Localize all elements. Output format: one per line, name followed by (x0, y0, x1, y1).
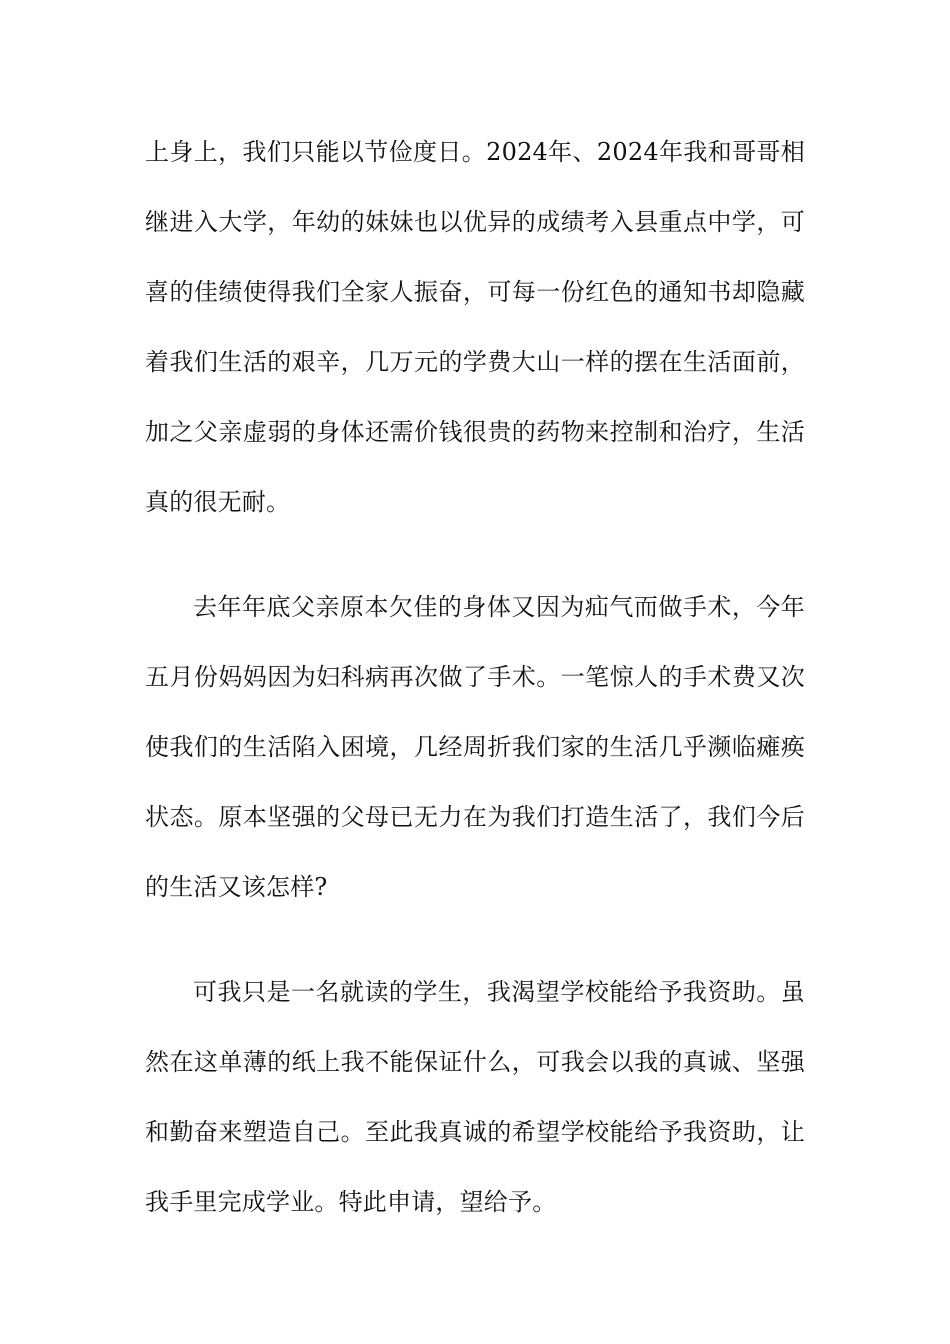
paragraph-surgery: 去年年底父亲原本欠佳的身体又因为疝气而做手术，今年五月份妈妈因为妇科病再次做了手术。一笔惊人的手术费又次使我们的生活陷入困境，几经周折我们家的生活几乎濒临瘫痪状态。原本坚强的父母已无力在为我们打造生活了，我们今后的生活又该怎样? (145, 593, 805, 901)
paragraph-continued: 上身上，我们只能以节俭度日。2024年、2024年我和哥哥相继进入大学，年幼的妹妹也以优异的成绩考入县重点中学，可喜的佳绩使得我们全家人振奋，可每一份红色的通知书却隐藏着我们生活的艰辛，几万元的学费大山一样的摆在生活面前，加之父亲虚弱的身体还需价钱很贵的药物来控制和治疗，生活真的很无耐。 (145, 138, 805, 516)
paragraph-request: 可我只是一名就读的学生，我渴望学校能给予我资助。虽然在这单薄的纸上我不能保证什么，可我会以我的真诚、坚强和勤奋来塑造自己。至此我真诚的希望学校能给予我资助，让我手里完成学业。特此申请，望给予。 (145, 978, 805, 1216)
